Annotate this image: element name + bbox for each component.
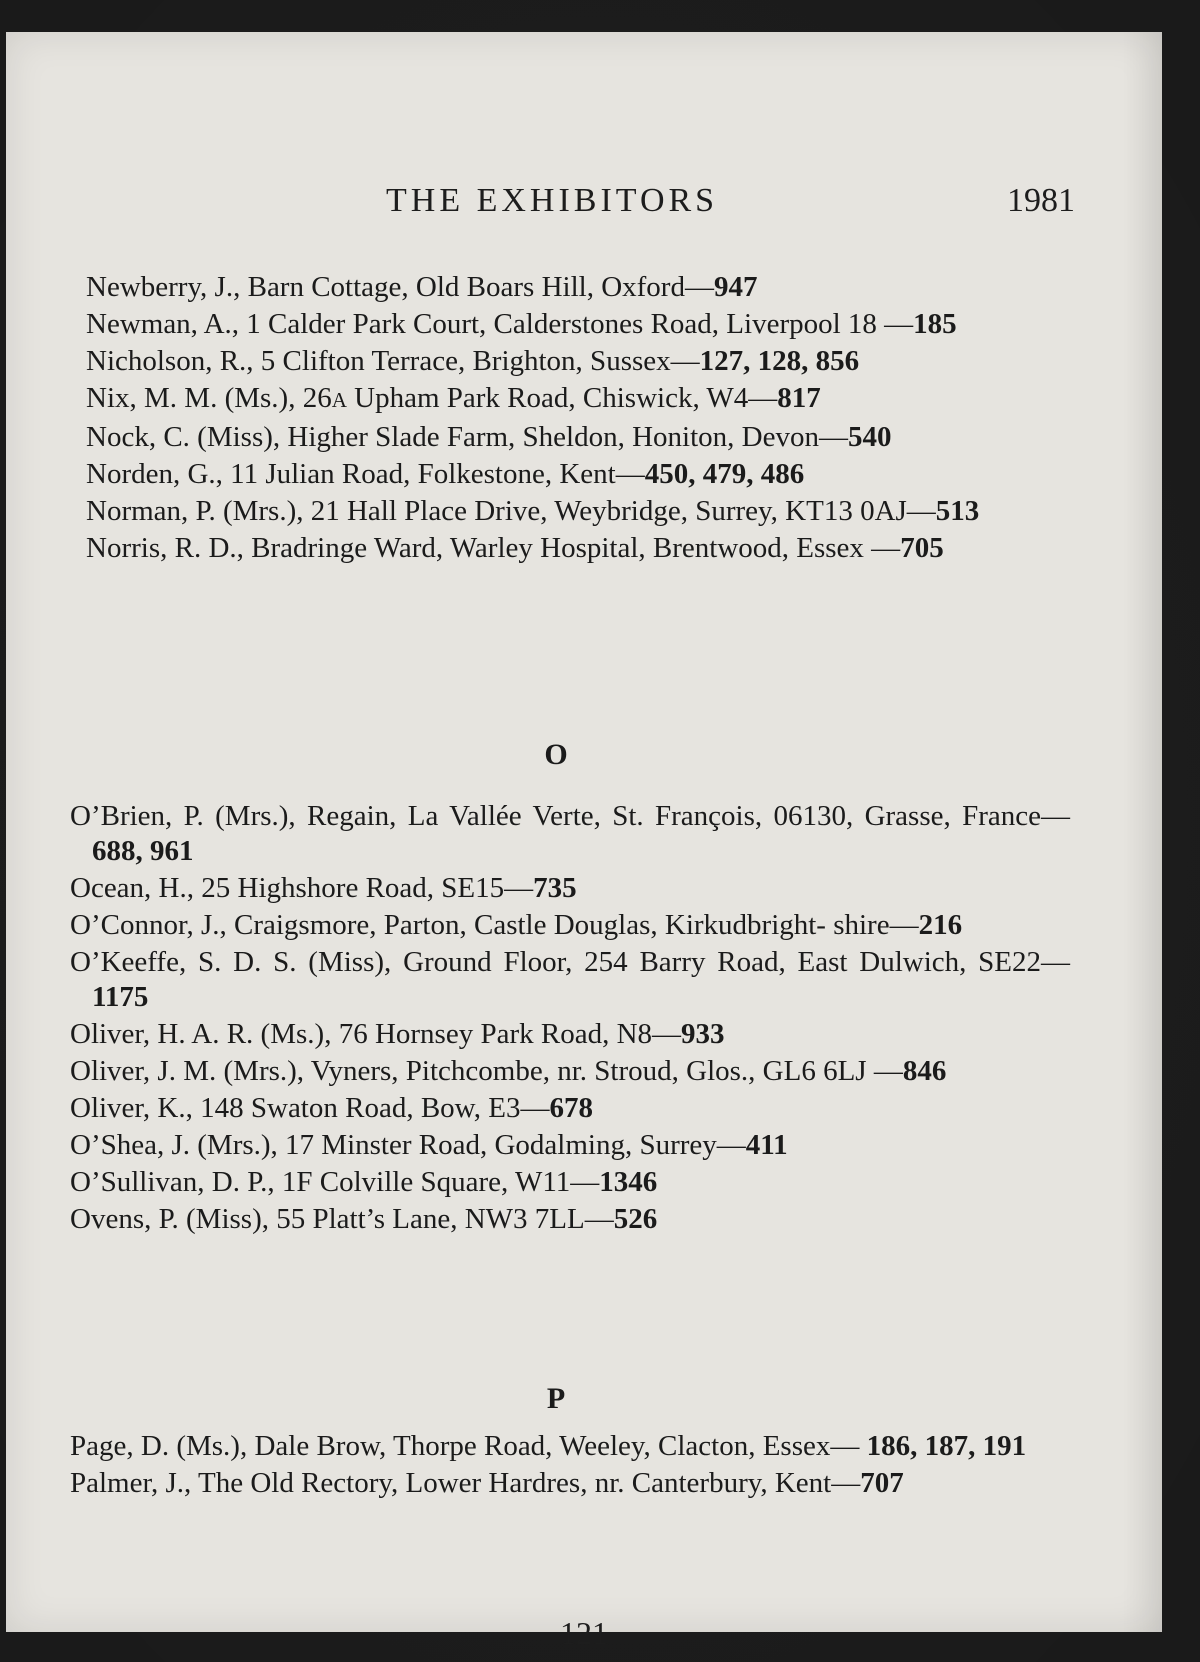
list-item: Oliver, K., 148 Swaton Road, Bow, E3—678 [70,1092,593,1124]
list-item: O’Brien, P. (Mrs.), Regain, La Vallée Verte, St. François, 06130, Grasse, France—688, 961 [70,800,1070,867]
list-item: Page, D. (Ms.), Dale Brow, Thorpe Road, Weeley, Clacton, Essex— 186, 187, 191 [70,1430,1027,1462]
p-entries-list [70,1429,1070,1503]
catalogue-refs: 540 [848,421,892,453]
running-head [6,182,1162,222]
list-item: O’Keeffe, S. D. S. (Miss), Ground Floor, 254 Barry Road, East Dulwich, SE22—1175 [70,946,1070,1013]
catalogue-refs: 127, 128, 856 [699,345,860,377]
o-entries-list [70,799,1070,1239]
book-page [6,32,1162,1651]
catalogue-refs: 411 [745,1129,788,1161]
list-item: Newman, A., 1 Calder Park Court, Calderstones Road, Liverpool 18 —185 [86,308,957,340]
catalogue-refs: 1175 [92,981,149,1013]
catalogue-refs: 707 [860,1467,904,1499]
catalogue-refs: 933 [681,1018,725,1050]
running-head-title: THE EXHIBITORS [386,182,719,219]
list-item: Newberry, J., Barn Cottage, Old Boars Hill, Oxford—947 [86,271,758,303]
section-letter-p: P [546,1382,566,1415]
catalogue-refs: 705 [900,532,944,564]
catalogue-refs: 846 [902,1055,947,1087]
list-item: Norden, G., 11 Julian Road, Folkestone, Kent—450, 479, 486 [86,458,805,490]
section-letter-o: O [544,738,568,771]
catalogue-refs: 817 [777,382,821,414]
catalogue-refs: 947 [713,271,758,303]
list-item: O’Sullivan, D. P., 1F Colville Square, W11—1346 [70,1166,658,1198]
catalogue-refs: 513 [935,495,980,527]
list-item: Nock, C. (Miss), Higher Slade Farm, Sheldon, Honiton, Devon—540 [86,421,892,453]
list-item: Ocean, H., 25 Highshore Road, SE15—735 [70,872,577,904]
list-item: O’Connor, J., Craigsmore, Parton, Castle Douglas, Kirkudbright- shire—216 [70,909,963,941]
catalogue-refs: 216 [918,909,963,941]
catalogue-refs: 526 [613,1203,658,1235]
list-item: Nicholson, R., 5 Clifton Terrace, Brighton, Sussex—127, 128, 856 [86,345,860,377]
catalogue-refs: 450, 479, 486 [644,458,805,490]
list-item: Oliver, H. A. R. (Ms.), 76 Hornsey Park Road, N8—933 [70,1018,725,1050]
catalogue-refs: 735 [533,872,577,904]
list-item: Norman, P. (Mrs.), 21 Hall Place Drive, Weybridge, Surrey, KT13 0AJ—513 [86,495,980,527]
catalogue-refs: 1346 [599,1166,658,1198]
list-item: O’Shea, J. (Mrs.), 17 Minster Road, Godalming, Surrey—411 [70,1129,788,1161]
page-number: 121 [560,1615,608,1651]
list-item: Palmer, J., The Old Rectory, Lower Hardres, nr. Canterbury, Kent—707 [70,1467,904,1499]
running-head-year: 1981 [1007,182,1075,219]
catalogue-refs: 186, 187, 191 [866,1430,1027,1462]
list-item: Ovens, P. (Miss), 55 Platt’s Lane, NW3 7LL—526 [70,1203,658,1235]
list-item: Nix, M. M. (Ms.), 26A Upham Park Road, Chiswick, W4—817 [86,382,821,414]
n-entries-list [86,270,1076,568]
list-item: Oliver, J. M. (Mrs.), Vyners, Pitchcombe, nr. Stroud, Glos., GL6 6LJ —846 [70,1055,947,1087]
catalogue-refs: 688, 961 [92,835,194,867]
catalogue-refs: 678 [549,1092,593,1124]
list-item: Norris, R. D., Bradringe Ward, Warley Hospital, Brentwood, Essex —705 [86,532,944,564]
catalogue-refs: 185 [913,308,957,340]
